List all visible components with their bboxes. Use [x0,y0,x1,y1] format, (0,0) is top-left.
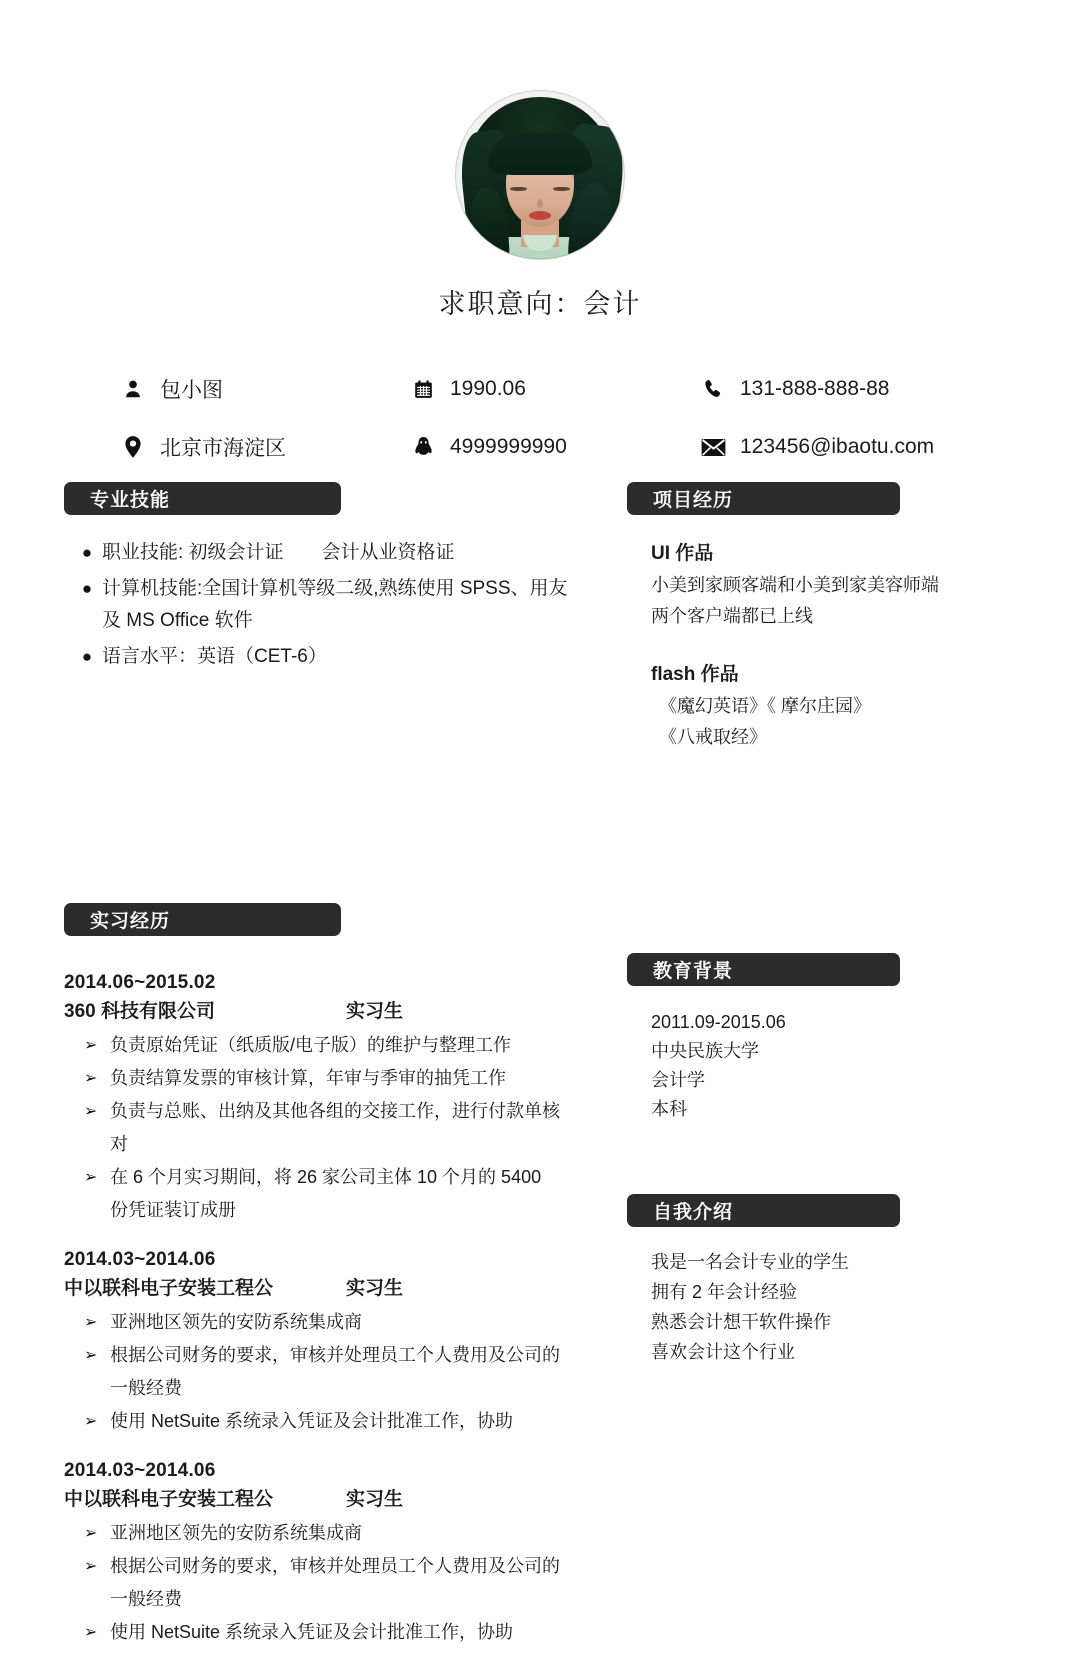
avatar [455,90,625,260]
section-header-experience-label: 实习经历 [90,911,171,932]
arrow-bullet-icon: ➢ [84,1347,98,1364]
experience-title-line [64,997,584,1026]
introduction-line: 喜欢会计这个行业 [651,1342,795,1362]
experience-title-line [64,1485,584,1514]
profile-photo [455,90,625,260]
contact-block [120,360,990,476]
experience-bullet-text: 使用 NetSuite 系统录入凭证及会计批准工作，协助 [110,1622,514,1642]
experience-bullet-text: 根据公司财务的要求，审核并处理员工个人费用及公司的一般经费 [110,1345,560,1398]
arrow-bullet-icon: ➢ [84,1624,98,1641]
experience-role: 实习生 [346,1489,404,1510]
arrow-bullet-icon: ➢ [84,1169,98,1186]
envelope-icon [700,434,726,460]
contact-email [700,434,990,460]
list-item [64,1029,584,1062]
experience-entry [64,1245,584,1438]
section-header-projects [627,482,900,515]
arrow-bullet-icon: ➢ [84,1413,98,1430]
contact-email-value: 123456@ibaotu.com [740,435,935,458]
list-item [64,1062,584,1095]
experience-date: 2014.03~2014.06 [64,1249,216,1270]
calendar-icon [410,376,436,402]
contact-birthdate-value: 1990.06 [450,377,526,400]
education-line: 中央民族大学 [651,1041,759,1061]
section-header-experience [64,903,341,936]
arrow-bullet-icon: ➢ [84,1558,98,1575]
section-header-introduction-label: 自我介绍 [653,1202,734,1223]
list-item [64,1405,584,1438]
experience-bullet-text: 亚洲地区领先的安防系统集成商 [110,1523,362,1543]
project-line: 小美到家顾客端和小美到家美容师端 [651,575,939,595]
contact-birthdate [410,376,700,402]
experience-bullet-text: 使用 NetSuite 系统录入凭证及会计批准工作，协助 [110,1411,514,1431]
section-header-introduction [627,1194,900,1227]
section-header-education [627,953,900,986]
list-item [64,1095,584,1161]
contact-row [120,360,990,418]
list-item [72,573,584,637]
experience-title-line [64,1274,584,1303]
list-item [64,1550,584,1616]
experience-entry [64,968,584,1227]
contact-location-value: 北京市海淀区 [160,437,286,460]
contact-name [120,374,410,404]
project-group [651,537,939,632]
experience-bullet-text: 亚洲地区领先的安防系统集成商 [110,1312,362,1332]
location-pin-icon [120,434,146,460]
lips-shape [529,211,551,220]
qq-penguin-icon [410,434,436,460]
experience-company: 中以联科电子安装工程公 [64,1278,274,1299]
skill-text: 计算机技能:全国计算机等级二级,熟练使用 SPSS、用友及 MS Office 软件 [102,578,568,631]
project-line: 《八戒取经》 [659,727,767,747]
experience-role: 实习生 [346,1001,404,1022]
bullet-dot-icon: ● [81,543,93,562]
list-item [64,1161,584,1227]
experience-date: 2014.06~2015.02 [64,972,216,993]
experience-list [64,968,584,1649]
spacer [651,632,900,658]
skill-text: 语言水平：英语（CET-6） [102,646,327,667]
education-line: 会计学 [651,1070,705,1090]
right-eye-shape [553,187,570,191]
experience-bullet-text: 负责结算发票的审核计算，年审与季审的抽凭工作 [110,1068,506,1088]
nose-shape [537,199,543,208]
experience-company: 360 科技有限公司 [64,1001,215,1022]
list-item [72,537,584,569]
contact-name-value: 包小图 [160,379,223,402]
experience-date: 2014.03~2014.06 [64,1460,216,1481]
contact-qq-value: 4999999990 [450,435,567,458]
job-objective: 求职意向：会计 [438,289,642,319]
skills-list [64,537,584,673]
experience-bullet-text: 在 6 个月实习期间，将 26 家公司主体 10 个月的 5400 份凭证装订成册 [110,1167,542,1220]
experience-company: 中以联科电子安装工程公 [64,1489,274,1510]
phone-icon [700,376,726,402]
arrow-bullet-icon: ➢ [84,1314,98,1331]
arrow-bullet-icon: ➢ [84,1103,98,1120]
right-column [627,482,939,1367]
left-eye-shape [510,187,527,191]
project-group [651,658,900,753]
section-header-skills-label: 专业技能 [90,490,171,511]
education-list [627,1008,900,1124]
introduction-line: 熟悉会计想干软件操作 [651,1312,831,1332]
experience-bullet-text: 负责原始凭证（纸质版/电子版）的维护与整理工作 [110,1035,511,1055]
person-icon [120,376,146,402]
contact-qq [410,434,700,460]
education-line: 2011.09-2015.06 [651,1012,786,1032]
introduction-line: 拥有 2 年会计经验 [651,1282,798,1302]
projects-list [627,537,939,753]
list-item [64,1306,584,1339]
experience-bullet-text: 根据公司财务的要求，审核并处理员工个人费用及公司的一般经费 [110,1556,560,1609]
bangs-shape [488,133,592,175]
contact-phone [700,376,990,402]
project-title: flash 作品 [651,664,739,685]
section-header-education-label: 教育背景 [653,961,734,982]
introduction-list [627,1247,900,1367]
contact-row [120,418,990,476]
list-item [64,1517,584,1550]
contact-location [120,432,410,462]
list-item [64,1616,584,1649]
list-item [64,1339,584,1405]
project-title: UI 作品 [651,543,714,564]
section-header-skills [64,482,341,515]
contact-phone-value: 131-888-888-88 [740,377,890,400]
introduction-line: 我是一名会计专业的学生 [651,1252,849,1272]
arrow-bullet-icon: ➢ [84,1037,98,1054]
skill-text: 职业技能: 初级会计证 会计从业资格证 [102,542,455,563]
section-header-projects-label: 项目经历 [653,490,734,511]
experience-bullet-text: 负责与总账、出纳及其他各组的交接工作，进行付款单核对 [110,1101,560,1154]
education-line: 本科 [651,1099,687,1119]
project-line: 《魔幻英语》《 摩尔庄园》 [659,696,871,716]
bullet-dot-icon: ● [81,579,93,598]
project-line: 两个客户端都已上线 [651,606,813,626]
arrow-bullet-icon: ➢ [84,1070,98,1087]
arrow-bullet-icon: ➢ [84,1525,98,1542]
experience-entry [64,1456,584,1649]
project-works [651,691,900,753]
bullet-dot-icon: ● [81,647,93,666]
list-item [72,641,584,673]
experience-role: 实习生 [346,1278,404,1299]
left-column [64,482,584,1667]
